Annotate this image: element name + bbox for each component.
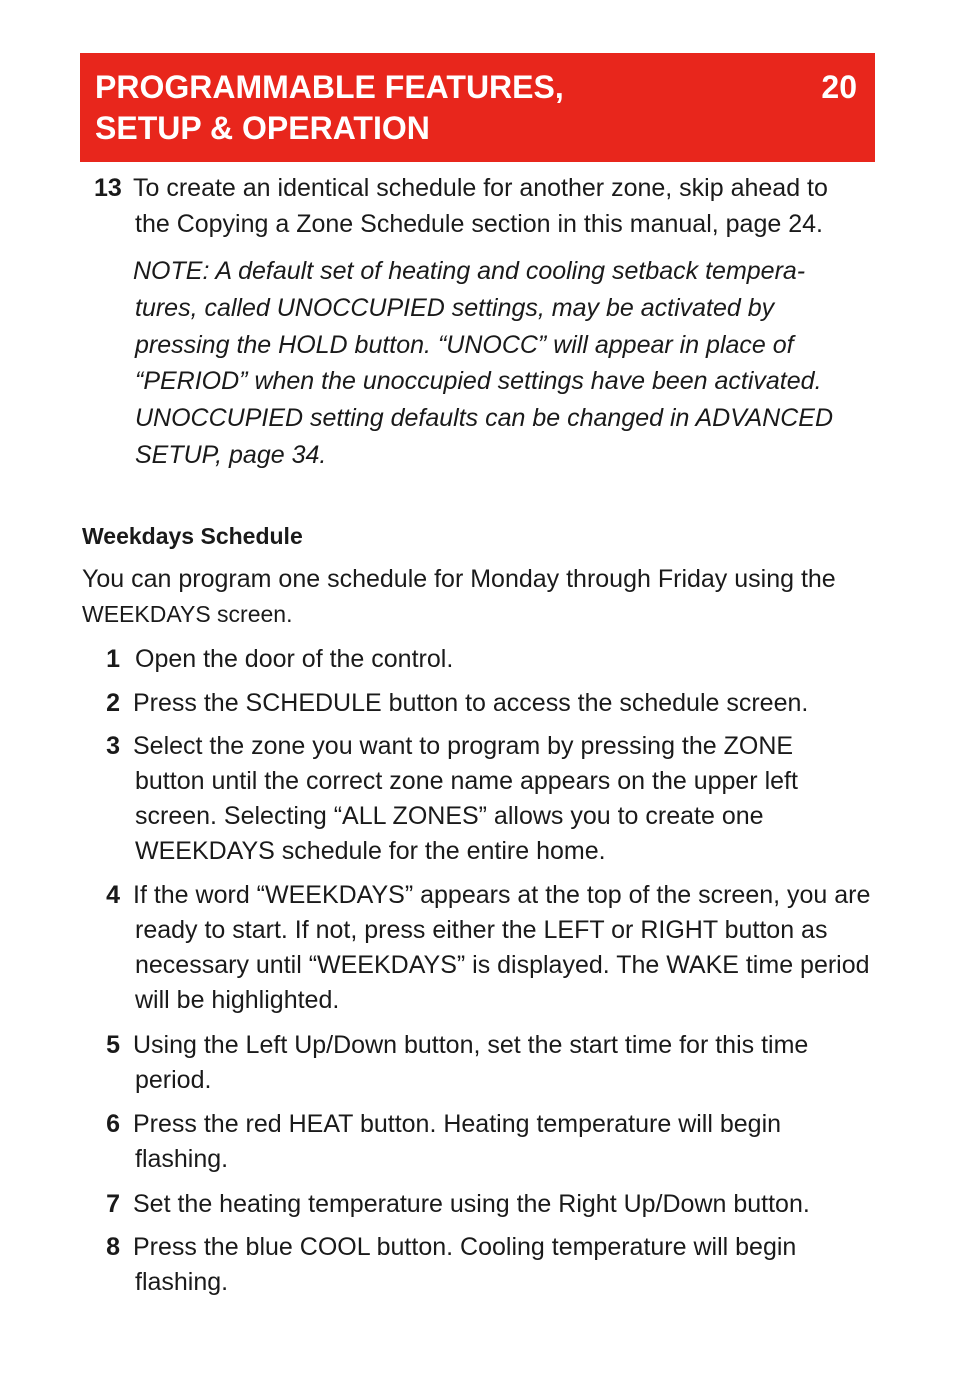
note-line: SETUP, page 34. [135,440,327,469]
step-text-line: Open the door of the control. [135,645,454,673]
step-text [135,641,874,677]
step-text-line: Press the red HEAT button. Heating temperature will begin [133,1110,782,1138]
step-text-line: flashing. [135,1145,229,1173]
step-number: 8 [106,1233,120,1261]
page-number: 20 [821,69,857,105]
step-5 [94,1028,874,1098]
step-text [133,1186,874,1222]
step-7 [94,1186,874,1222]
step-text [133,878,884,1018]
step-text-line: Press the SCHEDULE button to access the schedule screen. [133,689,809,717]
step-number: 13 [94,174,122,202]
section-title [95,67,564,149]
step-1 [94,641,874,677]
step-text-line: button until the correct zone name appears on the upper left [135,767,798,795]
step-text-line: Press the blue COOL button. Cooling temperature will begin [133,1233,797,1261]
section-title-line-2: SETUP & OPERATION [95,110,430,146]
weekdays-schedule-heading: Weekdays Schedule [82,523,303,549]
step-text-line: Using the Left Up/Down button, set the start time for this time [133,1031,809,1059]
step-text-line: will be highlighted. [135,986,340,1014]
step-number: 2 [106,689,120,717]
section-header-banner [80,53,875,162]
step-text-line: flashing. [135,1268,229,1296]
unoccupied-note [133,253,875,474]
step-number: 3 [106,732,120,760]
step-text-line: Set the heating temperature using the Right Up/Down button. [133,1190,810,1218]
note-line: “PERIOD” when the unoccupied settings have been activated. [135,367,822,396]
step-text [133,1230,874,1300]
step-text-line: If the word “WEEKDAYS” appears at the top of the screen, you are [133,881,871,909]
step-2 [94,685,874,721]
step-text-line: period. [135,1066,212,1094]
step-text [133,170,874,242]
note-line: pressing the HOLD button. “UNOCC” will appear in place of [135,330,794,359]
step-number: 4 [106,881,120,909]
step-8 [94,1230,874,1300]
note-line: NOTE: A default set of heating and cooling setback tempera- [133,257,806,285]
intro-line: You can program one schedule for Monday through Friday using the [82,565,836,593]
step-6 [94,1107,874,1177]
step-text [133,685,874,721]
step-text-line: necessary until “WEEKDAYS” is displayed. The WAKE time period [135,951,870,979]
intro-line: WEEKDAYS screen. [82,601,293,627]
note-line: UNOCCUPIED setting defaults can be changed in ADVANCED [135,404,834,433]
step-text-line: screen. Selecting “ALL ZONES” allows you to create one [135,802,764,830]
step-number: 1 [106,645,120,673]
step-text-line: To create an identical schedule for another zone, skip ahead to [133,174,828,202]
step-text-line: the Copying a Zone Schedule section in this manual, page 24. [135,210,823,238]
step-text-line: WEEKDAYS schedule for the entire home. [135,837,606,865]
step-3 [94,729,874,869]
step-4 [94,878,884,1018]
step-number: 7 [106,1190,120,1218]
step-text-line: ready to start. If not, press either the LEFT or RIGHT button as [135,916,828,944]
step-text-line: Select the zone you want to program by pressing the ZONE [133,732,794,760]
step-text [133,729,874,869]
weekdays-intro [82,562,872,632]
note-line: tures, called UNOCCUPIED settings, may be activated by [135,293,775,322]
step-text [133,1028,874,1098]
step-13 [94,170,874,242]
step-text [133,1107,874,1177]
step-number: 5 [106,1031,120,1059]
step-number: 6 [106,1110,120,1138]
section-title-line-1: PROGRAMMABLE FEATURES, [95,69,564,105]
